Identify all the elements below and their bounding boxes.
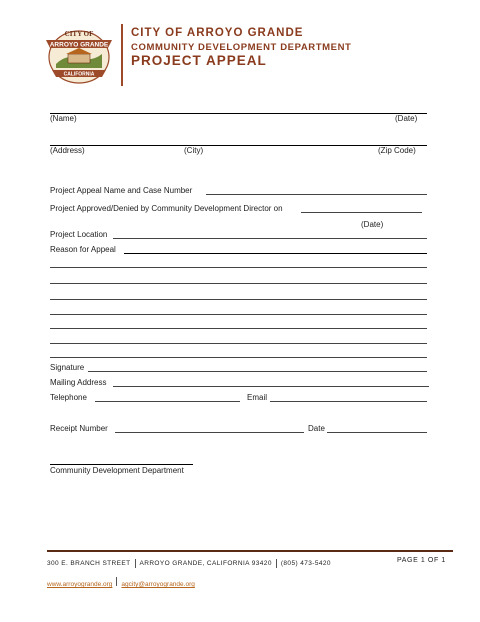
mailing-label: Mailing Address (50, 378, 107, 387)
signature-label: Signature (50, 363, 85, 372)
reason-label: Reason for Appeal (50, 245, 116, 254)
footer-address (47, 559, 331, 568)
appeal-name-label: Project Appeal Name and Case Number (50, 186, 193, 195)
approved-label: Project Approved/Denied by Community Development Director on (50, 204, 283, 213)
receipt-date-field[interactable] (327, 432, 427, 433)
svg-text:ARROYO GRANDE: ARROYO GRANDE (49, 41, 109, 49)
city-name: CITY OF ARROYO GRANDE (131, 27, 304, 39)
reason-line[interactable] (50, 328, 427, 329)
email-field[interactable] (270, 401, 427, 402)
footer-zip: 93420 (251, 560, 272, 568)
separator (116, 577, 117, 586)
approved-date-field[interactable] (301, 212, 422, 213)
telephone-field[interactable] (95, 401, 240, 402)
footer-city-state: ARROYO GRANDE, CALIFORNIA (139, 560, 250, 568)
email-label: Email (247, 393, 268, 402)
department-name: COMMUNITY DEVELOPMENT DEPARTMENT (131, 42, 352, 53)
address-line[interactable] (50, 145, 427, 146)
website-link[interactable]: www.arroyogrande.org (47, 581, 113, 588)
name-label: (Name) (50, 114, 77, 123)
date-label: (Date) (395, 114, 418, 123)
appeal-name-field[interactable] (206, 194, 427, 195)
header-divider (121, 24, 123, 86)
reason-line[interactable] (124, 253, 427, 254)
city-seal-logo (42, 24, 116, 86)
signature-field[interactable] (88, 371, 427, 372)
svg-text:CALIFORNIA: CALIFORNIA (63, 71, 95, 78)
reason-line[interactable] (50, 299, 427, 300)
page-title: PROJECT APPEAL (131, 53, 267, 68)
footer-phone: (805) 473-5420 (280, 560, 331, 568)
location-field[interactable] (113, 238, 427, 239)
receipt-label: Receipt Number (50, 424, 108, 433)
reason-line[interactable] (50, 267, 427, 268)
mailing-field[interactable] (113, 386, 429, 387)
location-label: Project Location (50, 230, 108, 239)
approved-date-label: (Date) (361, 220, 384, 229)
reason-line[interactable] (50, 314, 427, 315)
separator (135, 559, 136, 568)
receipt-date-label: Date (308, 424, 325, 433)
address-label: (Address) (50, 146, 85, 155)
footer-street: 300 E. BRANCH STREET (47, 560, 131, 568)
footer-links (47, 573, 195, 591)
page-number: PAGE 1 OF 1 (397, 557, 446, 564)
footer-divider (47, 550, 453, 552)
email-link[interactable]: agcity@arroyogrande.org (121, 581, 195, 588)
reason-line[interactable] (50, 343, 427, 344)
reason-line[interactable] (50, 357, 427, 358)
city-label: (City) (184, 146, 204, 155)
separator (276, 559, 277, 568)
svg-text:CITY OF: CITY OF (64, 30, 94, 38)
name-date-line[interactable] (50, 113, 427, 114)
telephone-label: Telephone (50, 393, 87, 402)
receipt-field[interactable] (115, 432, 304, 433)
dept-signature-line[interactable] (50, 464, 193, 465)
zip-label: (Zip Code) (378, 146, 416, 155)
reason-line[interactable] (50, 283, 427, 284)
dept-label: Community Development Department (50, 466, 184, 475)
